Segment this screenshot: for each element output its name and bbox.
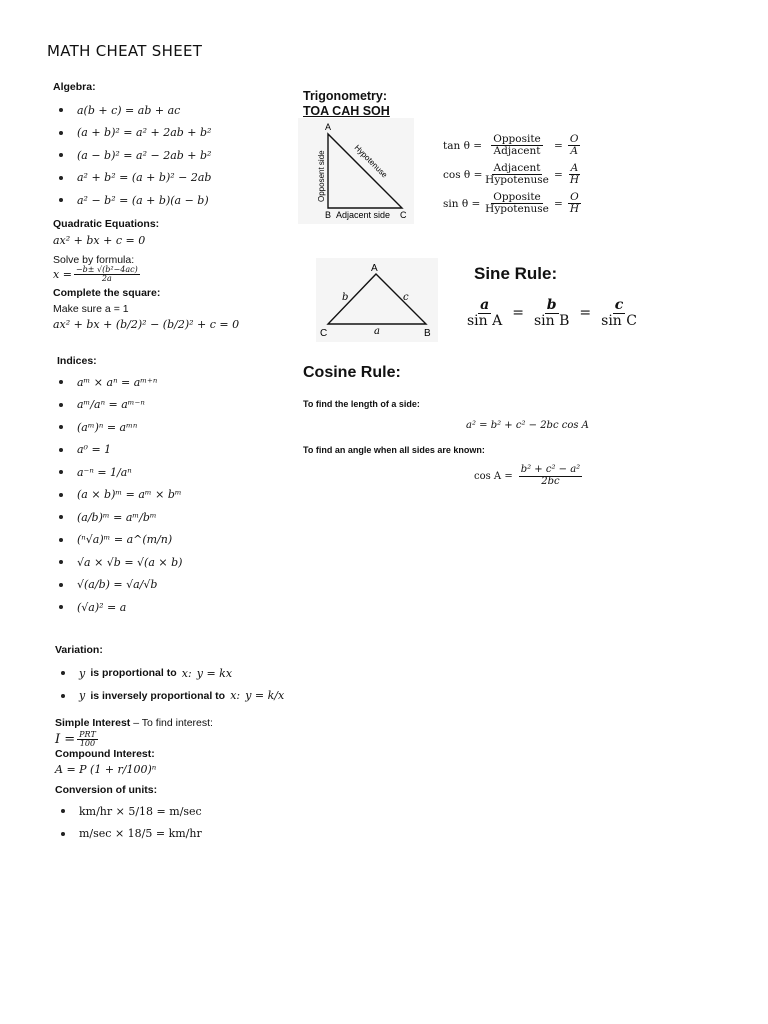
trig-heading: Trigonometry:	[303, 89, 388, 103]
complete-square-heading: Complete the square:	[53, 286, 161, 299]
list-item: a² + b² = (a + b)² − 2ab	[59, 167, 211, 190]
bullet-icon	[59, 131, 63, 135]
bullet-icon	[61, 832, 65, 836]
simple-interest-heading: Simple Interest	[55, 717, 131, 729]
vertex-c-label: C	[320, 328, 328, 339]
indices-heading: Indices:	[57, 355, 97, 367]
list-item: km/hr × 5/18 = m/sec	[61, 800, 202, 823]
list-item: a² − b² = (a + b)(a − b)	[59, 189, 211, 212]
quadratic-section	[53, 218, 239, 331]
conversion-section	[55, 784, 202, 845]
vertex-c-label: C	[400, 210, 407, 220]
sin-ratio: sin θ = $\frac{\text{Opposite}}{\text{Hypotenuse}}$ = $\frac{O}{H}$	[443, 190, 579, 215]
bullet-icon	[59, 108, 63, 112]
list-item: (a/b)ᵐ = aᵐ/bᵐ	[59, 506, 182, 529]
list-item: √a × √b = √(a × b)	[59, 551, 182, 574]
vertex-a-label: A	[325, 122, 332, 132]
complete-square-equation: ax² + bx + (b/2)² − (b/2)² + c = 0	[53, 317, 240, 331]
indices-section	[57, 355, 182, 619]
simple-interest-subtitle: – To find interest:	[130, 717, 213, 729]
make-sure-text: Make sure a = 1	[53, 302, 129, 315]
bullet-icon	[59, 403, 63, 407]
list-item: aᵐ/aⁿ = aᵐ⁻ⁿ	[59, 394, 182, 417]
bullet-icon	[59, 493, 63, 497]
right-triangle-diagram	[298, 118, 414, 224]
variation-list	[61, 662, 284, 707]
bullet-icon	[61, 671, 65, 675]
cosine-side-equation: a² = b² + c² − 2bc cos A	[466, 420, 589, 431]
list-item: m/sec × 18/5 = km/hr	[61, 823, 202, 846]
variation-heading: Variation:	[55, 644, 103, 656]
cosine-angle-equation: cos A = $\frac{\text{b² + c² − a²}}{2bc}$	[474, 464, 581, 487]
trig-ratios	[443, 131, 583, 218]
list-item: y is proportional to x: y = kx	[61, 662, 284, 685]
opposite-side-label: Opposent side	[317, 150, 326, 202]
quadratic-heading: Quadratic Equations:	[53, 218, 160, 230]
list-item: aᵐ × aⁿ = aᵐ⁺ⁿ	[59, 371, 182, 394]
bullet-icon	[59, 583, 63, 587]
trig-section	[303, 89, 390, 118]
algebra-section	[53, 81, 211, 212]
list-item: a⁻ⁿ = 1/aⁿ	[59, 461, 182, 484]
bullet-icon	[59, 560, 63, 564]
compound-interest-formula: A = P (1 + r/100)ⁿ	[55, 763, 157, 776]
indices-list	[59, 371, 182, 619]
cos-ratio: cos θ = $\frac{\text{Adjacent}}{\text{Hypotenuse}}$ = $\frac{A}{H}$	[443, 161, 579, 186]
variation-section	[55, 644, 284, 707]
solve-label: Solve by formula:	[53, 254, 135, 266]
adjacent-side-label: Adjacent side	[336, 210, 391, 220]
compound-interest-heading: Compound Interest:	[55, 748, 155, 760]
quadratic-equation: ax² + bx + c = 0	[53, 234, 146, 247]
list-item: √(a/b) = √a/√b	[59, 574, 182, 597]
bullet-icon	[59, 448, 63, 452]
bullet-icon	[61, 694, 65, 698]
vertex-b-label: B	[424, 328, 431, 339]
list-item: a⁰ = 1	[59, 439, 182, 462]
quadratic-formula: x = $\frac{\text{−b± √(b²−4ac)}}{2a}$	[53, 265, 138, 284]
cosine-angle-label: To find an angle when all sides are known:	[303, 445, 485, 455]
side-b-label: b	[342, 292, 349, 303]
bullet-icon	[59, 538, 63, 542]
list-item: (a × b)ᵐ = aᵐ × bᵐ	[59, 484, 182, 507]
bullet-icon	[61, 809, 65, 813]
vertex-b-label: B	[325, 210, 332, 220]
list-item: (√a)² = a	[59, 596, 182, 619]
bullet-icon	[59, 198, 63, 202]
list-item: (ⁿ√a)ᵐ = a^(m/n)	[59, 529, 182, 552]
vertex-a-label: A	[371, 263, 378, 274]
bullet-icon	[59, 515, 63, 519]
bullet-icon	[59, 605, 63, 609]
sine-rule-title: Sine Rule:	[474, 264, 558, 283]
conversion-heading: Conversion of units:	[55, 784, 158, 796]
simple-interest-formula: I = $\frac{\text{PRT}}{100}$	[55, 730, 96, 749]
bullet-icon	[59, 176, 63, 180]
bullet-icon	[59, 380, 63, 384]
bullet-icon	[59, 425, 63, 429]
page-title: MATH CHEAT SHEET	[47, 42, 203, 60]
side-c-label: c	[403, 292, 409, 303]
hypotenuse-label: Hypotenuse	[352, 143, 390, 180]
sine-rule-triangle	[316, 258, 438, 342]
bullet-icon	[59, 153, 63, 157]
sine-rule-formula: $\frac{a}{\text{sin A}}$ = $\frac{b}{\text{sin B}}$ = $\frac{c}{\text{sin C}}$	[467, 297, 637, 329]
list-item: a(b + c) = ab + ac	[59, 99, 211, 122]
trig-mnemonic: TOA CAH SOH	[303, 104, 390, 118]
algebra-heading: Algebra:	[53, 81, 96, 93]
cosine-side-label: To find the length of a side:	[303, 399, 420, 409]
list-item: y is inversely proportional to x: y = k/x	[61, 685, 284, 708]
algebra-list	[59, 99, 211, 212]
cosine-rule-title: Cosine Rule:	[303, 364, 401, 381]
list-item: (a − b)² = a² − 2ab + b²	[59, 144, 211, 167]
compound-interest-section	[55, 748, 156, 776]
list-item: (a + b)² = a² + 2ab + b²	[59, 122, 211, 145]
simple-interest-section	[55, 711, 213, 749]
bullet-icon	[59, 470, 63, 474]
list-item: (aᵐ)ⁿ = aᵐⁿ	[59, 416, 182, 439]
conversion-list	[61, 800, 202, 845]
side-a-label: a	[374, 326, 380, 337]
tan-ratio: tan θ = $\frac{\text{Opposite}}{\text{Adjacent}}$ = $\frac{O}{A}$	[443, 132, 579, 157]
